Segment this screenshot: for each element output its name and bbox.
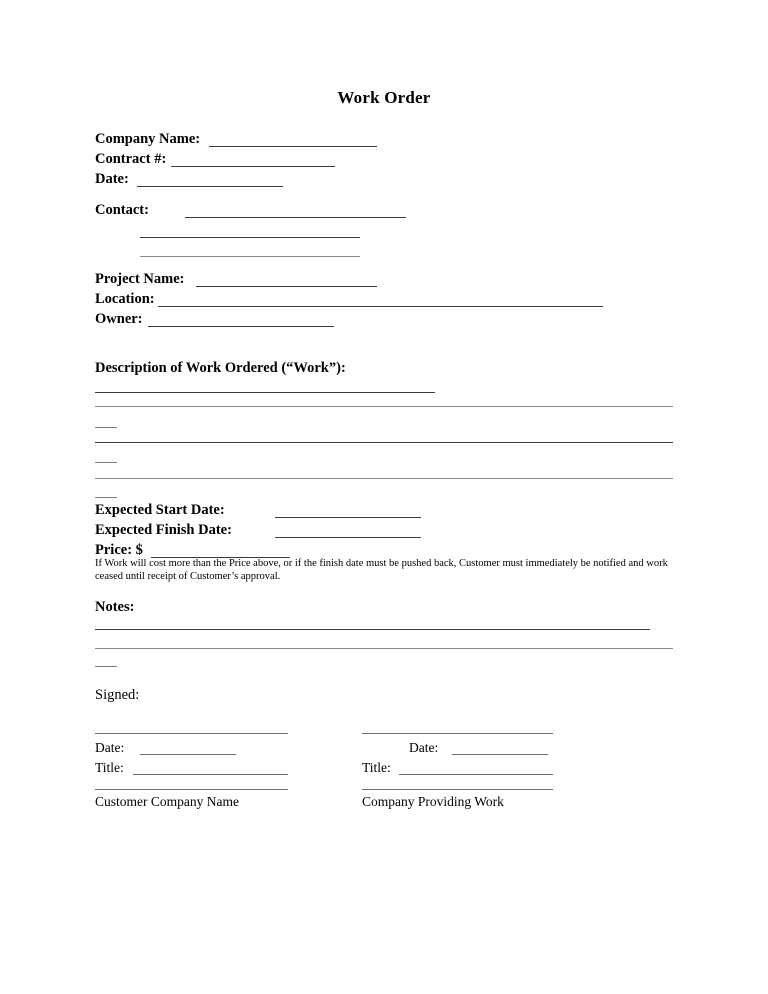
- signature-line-right[interactable]: [362, 733, 553, 734]
- notes-heading: Notes:: [95, 599, 135, 615]
- price-label: Price: $: [95, 542, 143, 558]
- expected-finish-date-input-rule[interactable]: [275, 537, 421, 538]
- signature-left-date-label: Date:: [95, 740, 125, 755]
- date-label: Date:: [95, 171, 129, 187]
- signature-right-caption-rule: [362, 789, 553, 790]
- description-input-rule-7[interactable]: [95, 497, 117, 498]
- signature-left-caption-rule: [95, 789, 288, 790]
- signature-left-date-rule[interactable]: [140, 754, 236, 755]
- owner-input-rule[interactable]: [148, 326, 334, 327]
- page-title: Work Order: [337, 88, 431, 107]
- description-input-rule-4[interactable]: [95, 442, 673, 443]
- expected-finish-date-label: Expected Finish Date:: [95, 522, 232, 538]
- signature-left-title-label: Title:: [95, 760, 124, 775]
- expected-start-date-label: Expected Start Date:: [95, 502, 225, 518]
- description-input-rule-1[interactable]: [95, 392, 435, 393]
- expected-start-date-input-rule[interactable]: [275, 517, 421, 518]
- signature-right-date-rule[interactable]: [452, 754, 548, 755]
- description-input-rule-2[interactable]: [95, 406, 673, 407]
- company-name-label: Company Name:: [95, 131, 201, 147]
- description-input-rule-3[interactable]: [95, 427, 117, 428]
- signature-line-left[interactable]: [95, 733, 288, 734]
- signature-right-caption: Company Providing Work: [362, 794, 504, 809]
- signature-right-date-label: Date:: [409, 740, 439, 755]
- signed-label: Signed:: [95, 687, 140, 703]
- contract-number-input-rule[interactable]: [171, 166, 335, 167]
- description-input-rule-6[interactable]: [95, 478, 673, 479]
- signature-left-title-rule[interactable]: [133, 774, 288, 775]
- contact-input-rule-1[interactable]: [185, 217, 406, 218]
- contact-input-rule-2[interactable]: [140, 237, 360, 238]
- signature-left-caption: Customer Company Name: [95, 794, 239, 809]
- signature-right-title-rule[interactable]: [399, 774, 553, 775]
- contact-label: Contact:: [95, 202, 149, 218]
- location-input-rule[interactable]: [158, 306, 603, 307]
- signature-right-title-label: Title:: [362, 760, 391, 775]
- company-name-input-rule[interactable]: [209, 146, 377, 147]
- date-input-rule[interactable]: [137, 186, 283, 187]
- location-label: Location:: [95, 291, 155, 307]
- notes-input-rule-3[interactable]: [95, 666, 117, 667]
- contract-number-label: Contract #:: [95, 151, 167, 167]
- project-name-input-rule[interactable]: [196, 286, 377, 287]
- description-heading: Description of Work Ordered (“Work”):: [95, 360, 346, 376]
- contact-input-rule-3[interactable]: [140, 256, 360, 257]
- project-name-label: Project Name:: [95, 271, 185, 287]
- notes-input-rule-1[interactable]: [95, 629, 650, 630]
- price-fine-print: If Work will cost more than the Price above, or if the finish date must be pushed back, Customer must immediately be notified and work ceased until receipt of Customer’s approval.: [95, 558, 668, 583]
- description-input-rule-5[interactable]: [95, 462, 117, 463]
- owner-label: Owner:: [95, 311, 143, 327]
- notes-input-rule-2[interactable]: [95, 648, 673, 649]
